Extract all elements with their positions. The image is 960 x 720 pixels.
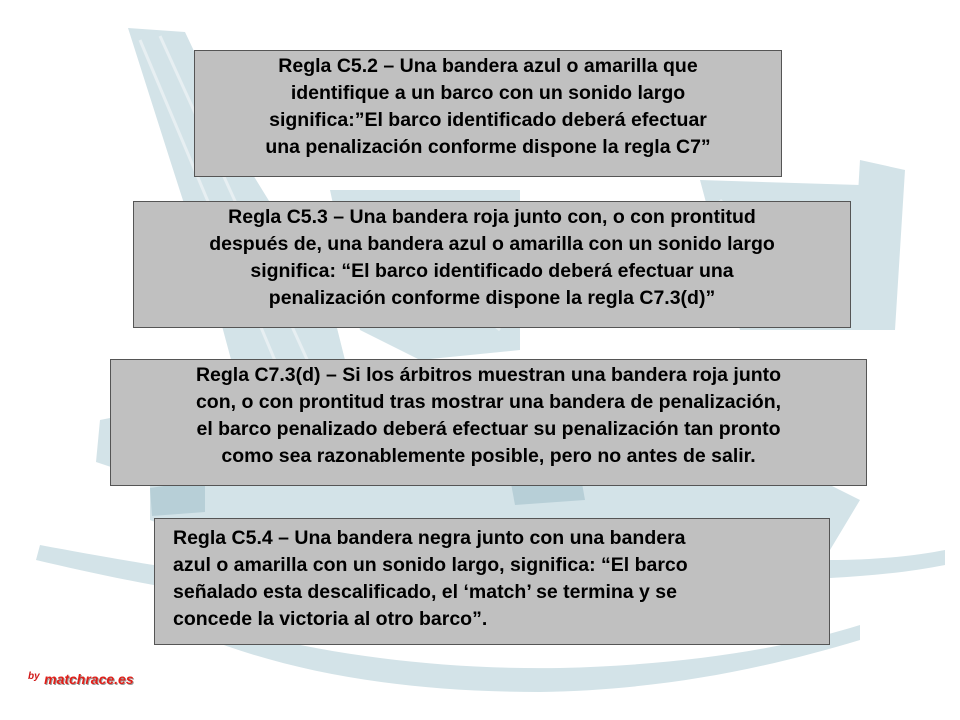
rule-line: concede la victoria al otro barco”. [173,608,488,630]
rule-line: azul o amarilla con un sonido largo, significa: “El barco [173,554,688,576]
rule-line: significa:”El barco identificado deberá efectuar [269,109,707,131]
rule-line: señalado esta descalificado, el ‘match’ se termina y se [173,581,677,603]
credit-logo [28,671,134,689]
rule-line: Regla C7.3(d) – Si los árbitros muestran una bandera roja junto [195,364,782,386]
rule-line: el barco penalizado deberá efectuar su penalización tan pronto [196,418,781,440]
rule-c7-3d-box [110,359,867,486]
rule-c5-4-box [154,518,830,645]
rule-line: Regla C5.2 – Una bandera azul o amarilla que [278,55,698,77]
rule-line: penalización conforme dispone la regla C7.3(d)” [268,287,716,309]
credit-site-name: matchrace.es [44,671,134,687]
rule-c5-3-box [133,201,851,328]
rule-line: significa: “El barco identificado deberá efectuar una [250,260,734,282]
rule-c5-2-box [194,50,782,177]
rule-line: Regla C5.4 – Una bandera negra junto con una bandera [173,527,686,549]
rule-line: una penalización conforme dispone la regla C7” [265,136,711,158]
credit-by-label: by [28,671,40,682]
rule-line: después de, una bandera azul o amarilla con un sonido largo [209,233,775,255]
rule-line: con, o con prontitud tras mostrar una bandera de penalización, [195,391,782,413]
rule-line: Regla C5.3 – Una bandera roja junto con, o con prontitud [228,206,756,228]
rule-line: identifique a un barco con un sonido largo [290,82,686,104]
rule-line: como sea razonablemente posible, pero no antes de salir. [221,445,756,467]
